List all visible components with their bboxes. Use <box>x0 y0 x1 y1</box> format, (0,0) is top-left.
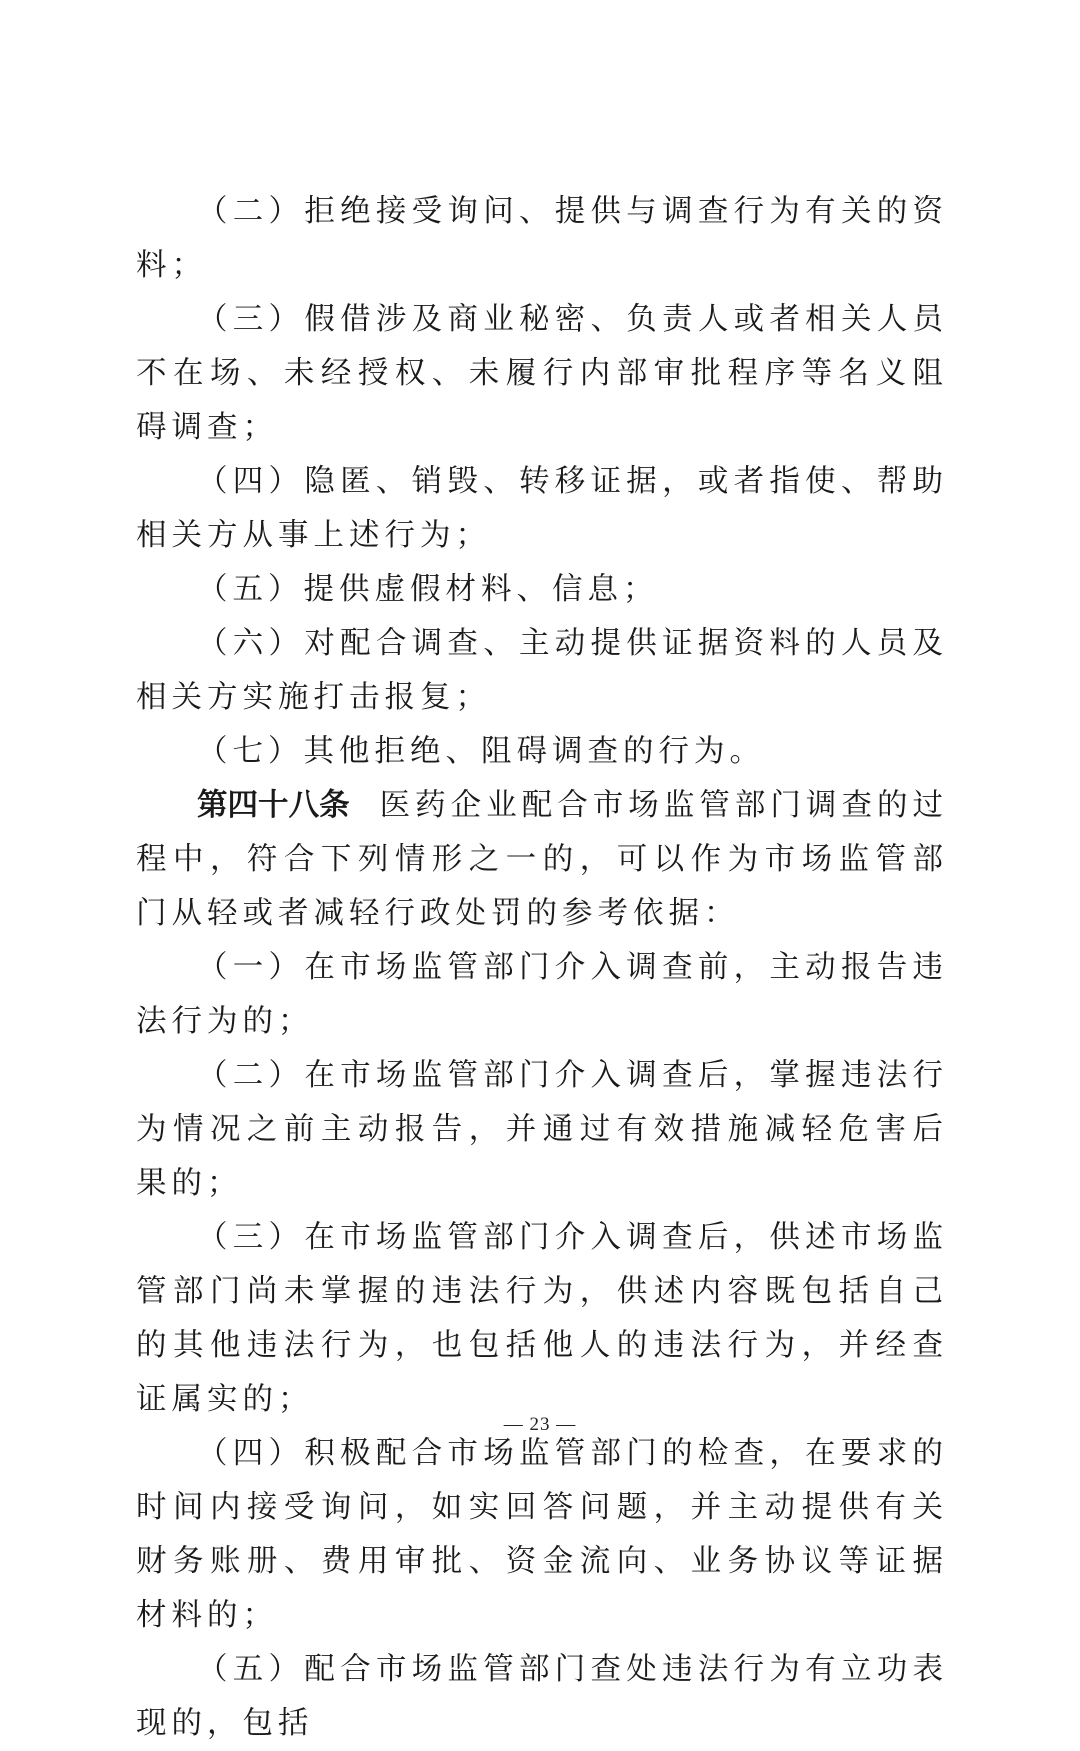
article-48-item-1: （一）在市场监管部门介入调查前，主动报告违法行为的； <box>136 950 948 1039</box>
article-48-body: 医药企业配合市场监管部门调查的过程中，符合下列情形之一的，可以作为市场监管部门从轻或者减轻行政处罚的参考依据： <box>136 788 948 931</box>
article-48-heading: 第四十八条 <box>197 788 350 823</box>
clause-item-2: （二）拒绝接受询问、提供与调查行为有关的资料； <box>136 194 948 283</box>
article-48-item-5: （五）配合市场监管部门查处违法行为有立功表现的，包括 <box>136 1652 948 1741</box>
document-body <box>136 185 948 1751</box>
article-48-paragraph <box>136 779 948 941</box>
clause-item-3: （三）假借涉及商业秘密、负责人或者相关人员不在场、未经授权、未履行内部审批程序等名义阻碍调查； <box>136 302 948 445</box>
clause-item-7: （七）其他拒绝、阻碍调查的行为。 <box>197 734 765 769</box>
clause-item-5: （五）提供虚假材料、信息； <box>197 572 659 607</box>
article-48-item-2: （二）在市场监管部门介入调查后，掌握违法行为情况之前主动报告，并通过有效措施减轻危害后果的； <box>136 1058 948 1201</box>
clause-item-4: （四）隐匿、销毁、转移证据，或者指使、帮助相关方从事上述行为； <box>136 464 948 553</box>
article-48-item-4: （四）积极配合市场监管部门的检查，在要求的时间内接受询问，如实回答问题，并主动提供有关财务账册、费用审批、资金流向、业务协议等证据材料的； <box>136 1436 948 1633</box>
page-number: — 23 — <box>503 1414 577 1435</box>
clause-item-6: （六）对配合调查、主动提供证据资料的人员及相关方实施打击报复； <box>136 626 948 715</box>
article-48-item-3: （三）在市场监管部门介入调查后，供述市场监管部门尚未掌握的违法行为，供述内容既包括自己的其他违法行为，也包括他人的违法行为，并经查证属实的； <box>136 1220 948 1417</box>
